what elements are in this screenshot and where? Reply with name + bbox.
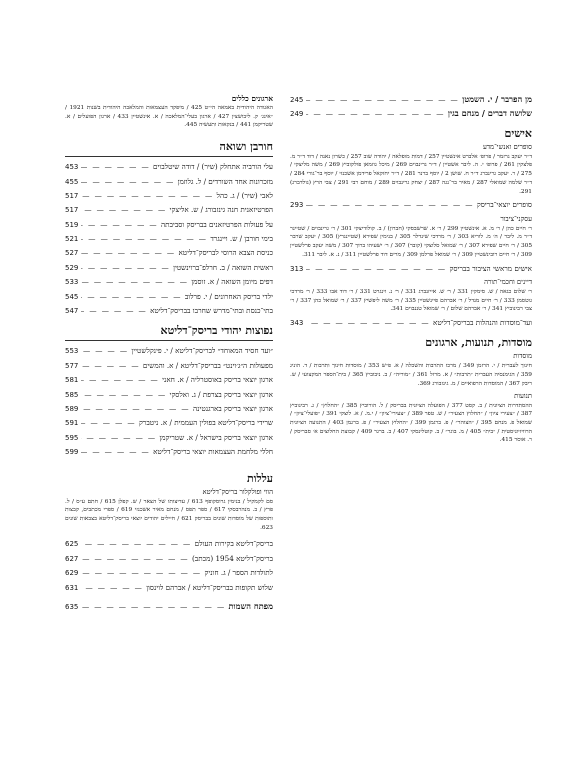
entry-title: ״ועד חסיד המאוחד״ לבריסק־דליטא / י. פינקלשטיין	[131, 346, 273, 356]
dash-leader	[81, 416, 136, 430]
entry-title: שלוש תקופות בבריסק־דליטא / אברהם לוינסון	[146, 582, 273, 592]
entry-page: 635	[65, 602, 79, 611]
toc-entry[interactable]	[65, 566, 273, 580]
entry-title: הפרטיזאנית חנה גינזבורג / ש. אליצקי	[169, 205, 273, 215]
toc-entry[interactable]	[65, 344, 273, 358]
entry-page: 627	[65, 554, 79, 563]
toc-entry[interactable]	[290, 92, 532, 106]
entry-page: 519	[65, 220, 79, 229]
entry-title: כניסת הצבא הרוסי לבריסק־דליטא	[178, 248, 273, 258]
subheading-institutions: מוסדות	[513, 352, 532, 361]
rabbis-paragraph: ר׳ שלום כגאה / ש. סימקין 331 / ר׳ ש. אייזנברג 331 / ר׳ נ. וינגרט 331 / ר׳ דוד אבו 333 / ר׳ מרדכי גוטסמן 333 / ר׳ חיים מנדל / ר׳ אברהם פיינשטיין 335 / ר׳ משה ליפשיץ 337 / ר׳ שמואל כהן 337 / ר׳ צבי רבינוביץ 341 / ר׳ אברהם שלום / ר׳ שמואל טננבוים 341.	[290, 288, 533, 313]
toc-entry[interactable]	[65, 189, 273, 203]
entry-page: 529	[65, 263, 79, 272]
entry-title: מפעולות ה״ג׳וינט״ בבריסק־דליטא / א. והמשים	[142, 360, 273, 370]
entry-page: 577	[65, 361, 79, 370]
toc-entry[interactable]	[65, 304, 273, 318]
entry-page: 591	[65, 419, 79, 428]
entry-page: 293	[290, 201, 304, 210]
dash-leader	[81, 189, 213, 203]
subheading-rabbis: דיינים וחכמי־תורה	[484, 277, 532, 286]
subheading-writers: סופרים ואנשי־מדע	[482, 142, 532, 151]
toc-entry[interactable]	[65, 445, 273, 459]
entry-page: 625	[65, 540, 79, 549]
dash-leader	[81, 160, 150, 174]
left-column	[65, 92, 273, 613]
section-heading-ishim: אישים	[504, 126, 532, 140]
toc-entry[interactable]	[65, 402, 273, 416]
section-heading-memories: עללות	[246, 471, 273, 485]
entry-title: דפים מיומן השואה / א. זוסמן	[191, 277, 273, 287]
entry-page: 313	[290, 264, 304, 273]
toc-entry[interactable]	[65, 373, 273, 387]
dash-leader	[306, 93, 459, 107]
entry-title: מפתח השמות	[228, 600, 273, 611]
dash-leader	[81, 218, 158, 232]
dash-leader	[306, 198, 473, 212]
institutions-paragraph: חינוך לעברית / י. הרזמן 349 / מרכז התרבות והשכלה / א. פ״ש 353 / מוסדות חינוך ותרבות / ד. הוניג 359 / הגימנסיה העברית ״תרבות״ / א. מרזל 361 / ״מוריה״ / ב. ניבוביץ 365 / בית־הספר המקצועי / ש. ריבק 367 / המוסדות הרפואיים / מ. גינזבורג 369.	[290, 363, 532, 387]
toc-entry[interactable]	[65, 388, 273, 402]
holocaust-entries	[65, 160, 273, 318]
toc-entry[interactable]	[65, 290, 273, 304]
toc-entry[interactable]	[65, 232, 273, 246]
entry-title: ארגון יוצאי בריסק בישראל / א. שטריקמן	[159, 432, 273, 442]
toc-entry[interactable]	[65, 261, 273, 275]
dash-leader	[81, 290, 181, 304]
public-figures-paragraph: ר׳ חיים כהן / ר׳ מ. א. אינשטיין 299 / ר׳ א. שרשבסקי (חברון) / ב. קולודיצקי 301 / ר׳ גרינבוים / שטיינר ד״ר מ. ליבר / ה׳ מ. לוריא 303 / ר׳ מרדכי שינדלר 305 / בנימין שפירא (שטיינגרץ) 305 / יעקב שרבר 305 / ר׳ חיים שפירא 307 / ר׳ שמואל סלוצקי (קובר) 307 / ר׳ ישעיהו ברוך 307 / משה יעקב פרלשטיין 309 / ר׳ חיים רובינשטיין 309 / ר׳ שמואל פרלמן 309 / מרים דוד פרלשטיין 311 / נ. א. ליבר 311.	[290, 225, 533, 258]
section-heading-institutions: מוסדות, תנועות, ארגונים	[425, 336, 532, 350]
entry-title: ילדי בריסק האחרונים / י. פרלוב	[184, 291, 273, 301]
toc-entry-index[interactable]	[65, 599, 273, 613]
dash-leader	[81, 232, 207, 246]
toc-entry[interactable]	[65, 537, 273, 551]
entry-page: 631	[65, 583, 79, 592]
subheading-movements: תנועות	[514, 391, 532, 400]
entry-page: 249	[290, 110, 304, 119]
entry-page: 521	[65, 235, 79, 244]
entry-title: שלושה דברים / מנחם בגין	[447, 108, 532, 119]
dash-leader	[81, 566, 201, 580]
entry-title: שרידי בריסק־דליטא בפולין העממית / א. ניטברק	[138, 418, 273, 428]
entry-title: אישים מראשי הציבור בבריסק	[449, 263, 532, 273]
toc-entry[interactable]	[65, 275, 273, 289]
entry-title: לתולדות הספר / ג. חוניק	[204, 568, 273, 578]
movements-paragraph: ההסתדרות הציונית / ב. קסט 377 / הפועלה הציונית בבריסק / ל. הורוביץ 385 / ״החלוץ״ / ג. רבינוביץ 387 / ״צעירי ציון״ / ״החלוץ הצעיר״ / ש. טפר 389 / ״צעירי־ציון״ / י.מ. / א. לוצקי 391 / ״פועלי־ציון״ / שמואל פ. מנחם 395 / ״הצוהר״ / פ. ברגמן 399 / ״החלוץ הצעיר״ / פ. ברגמן 403 / התנועה הציונית הרוויזיוניסטית / ״בית״ 405 / מ. בוגר״ / ב. קוטלינסקי 407 / ב. ברגר 409 / קבוצת החלוצים א׳ סבריסק / ר. אוסר 415.	[290, 402, 533, 444]
entry-title: בתי־כנסת ובתי־מדרש שחרבו בבריסק־דליטא	[150, 306, 273, 316]
dash-leader	[81, 537, 191, 551]
divider	[65, 340, 273, 341]
dash-leader	[81, 304, 147, 318]
entry-page: 453	[65, 163, 79, 172]
subheading-folklore: הווי ופולקלור בריסק־דליטא	[202, 487, 273, 496]
toc-entry[interactable]	[65, 203, 273, 217]
dash-leader	[81, 359, 140, 373]
entry-page: 527	[65, 249, 79, 258]
entry-page: 517	[65, 206, 79, 215]
diaspora-entries	[65, 344, 273, 459]
dash-leader	[81, 388, 166, 402]
entry-title: חללי מלחמת העצמאות יוצאי בריסק־דליטא	[153, 447, 273, 457]
dash-leader	[81, 600, 225, 614]
dash-leader	[81, 344, 128, 358]
entry-page: 245	[290, 96, 304, 104]
entry-title: לאבי (שיר) / ג. כהל	[216, 190, 273, 200]
dash-leader	[81, 445, 150, 459]
toc-entry[interactable]	[65, 581, 273, 595]
entry-page: 533	[65, 278, 79, 287]
entry-title: בימי חורבן / ש. ויינגרד	[210, 234, 273, 244]
entry-title: מן הפרבר / י. השמטן	[462, 94, 532, 104]
subheading-public-figures: עסקני־ציבור	[500, 214, 532, 223]
subheading-general-orgs: ארגונים כללים	[231, 94, 273, 103]
dash-leader	[81, 246, 175, 260]
toc-entry[interactable]	[65, 431, 273, 445]
entry-page: 553	[65, 347, 79, 356]
dash-leader	[81, 175, 174, 189]
toc-entry[interactable]	[65, 218, 273, 232]
entry-page: 581	[65, 376, 79, 385]
entry-page: 589	[65, 404, 79, 413]
right-column	[290, 92, 532, 447]
entry-title: עלי הורביה אתחלק (שיר) / דודה שיטלבוים	[153, 162, 273, 172]
general-orgs-paragraph: האגודה היהודית באמאה הי״ט 425 / מיפקד העצמאות והמלאכה היהודית בשנות 1921 / ״אינג׳ ק. ליבושצין 427 / ארגון בעלי־המלאכה / א. אינשטיין 433 / ארגון הפועלים / א. שטריקמן 441 / בנקאות ותעשיה 445.	[65, 105, 274, 129]
toc-entry[interactable]	[65, 246, 273, 260]
entry-title: ראשית השואה / ב. חרלפ־ברוינשטין	[173, 262, 273, 272]
divider	[65, 156, 273, 157]
toc-entry[interactable]	[290, 262, 532, 276]
entry-title: מזכרונות אחד השורדים / ל. גלוזמן	[177, 176, 273, 186]
entry-page: 595	[65, 433, 79, 442]
toc-entry[interactable]	[65, 160, 273, 174]
entry-title: סופרים יוצאי־בריסק	[476, 200, 532, 210]
section-heading-holocaust: חורבן ושואה	[219, 140, 273, 154]
entry-page: 585	[65, 390, 79, 399]
dash-leader	[81, 431, 156, 445]
toc-entry[interactable]	[65, 552, 273, 566]
dash-leader	[81, 373, 159, 387]
entry-page: 545	[65, 292, 79, 301]
dash-leader	[306, 107, 444, 121]
toc-entry[interactable]	[65, 175, 273, 189]
section-heading-diaspora: נפוצות יהודי בריסק־דליטא	[160, 324, 273, 338]
dash-leader	[81, 581, 143, 595]
entry-title: ועד־מוסדות והנהלות בבריסק־דליטא	[433, 318, 532, 327]
entry-page: 455	[65, 177, 79, 186]
dash-leader	[306, 262, 446, 276]
entry-title: על פעולות הפרטיזאנים בבריסק וסביבתה	[160, 219, 273, 229]
dash-leader	[81, 552, 189, 566]
entry-title: ארגון יוצאי בריסק באוסטרליה / א. חאני	[162, 375, 273, 385]
dash-leader	[81, 203, 166, 217]
writers-paragraph: ד״ר יעקב גרזמר / פרופ׳ אלברט אינשטיין 257 / דמות מופלאה / יהודה שוב 257 / כשרון נאנה / דוד ד״ר מ. פלצקין 261 / פרופ׳ י. ה. ליבר אשטיין / ד״ר גרינבוים 269 / מיכל גוזמאן פולקוביץ 269 / משה מליצקי / 275 / ר. יעקב גרינברג ד״ר ח. שושן 2 / יוסף ברנר 281 / ד״ר יחזקאל פרידמן אשכנזי / יוסף בר־גורי 284 / ד״ר שלמה שמואלי 287 / מאיר בר־נגה 287 / יצחק גרינבוים 289 / מוחם רבי 291 / צבי הרץ (גולדברג) 291.	[290, 153, 533, 195]
dash-leader	[81, 275, 188, 289]
entry-title: בריסק־דליטא 1954 (מכתב)	[191, 553, 273, 563]
toc-entry[interactable]	[65, 359, 273, 373]
folklore-paragraph: סם לקמקיל / בנימין גרוסקופף 613 / עדיצותו של הצאר / ש. קפלן 615 / חתם ע״ס / ל. פרץ / ב. מנהרבסקי 617 / ספר תפס / מנחם מאיר אשכנזי 619 / ספרי מכתבים, קבצות ותוספות של מוסדות שונים בבריסק 621 / חיילים יהודים יוצאי בריסק־דליטא בצבאות שונים 623.	[65, 498, 273, 531]
toc-entry[interactable]	[290, 316, 532, 330]
entry-title: ארגון יוצאי בריסק בצרפת / ג. ואלסקי	[169, 389, 273, 399]
entry-page: 547	[65, 307, 79, 316]
dash-leader	[306, 316, 430, 330]
entry-page: 343	[290, 319, 304, 327]
toc-entry[interactable]	[65, 416, 273, 430]
entry-title: בריסק־דליטא בקירות העולם	[194, 539, 273, 549]
entry-title: ארגון יוצאי בריסק בארגנטינה	[193, 403, 273, 413]
toc-entry[interactable]	[290, 198, 532, 212]
toc-entry[interactable]	[290, 106, 532, 120]
entry-page: 629	[65, 569, 79, 578]
dash-leader	[81, 402, 190, 416]
dash-leader	[81, 261, 170, 275]
entry-page: 517	[65, 191, 79, 200]
entry-page: 599	[65, 448, 79, 457]
